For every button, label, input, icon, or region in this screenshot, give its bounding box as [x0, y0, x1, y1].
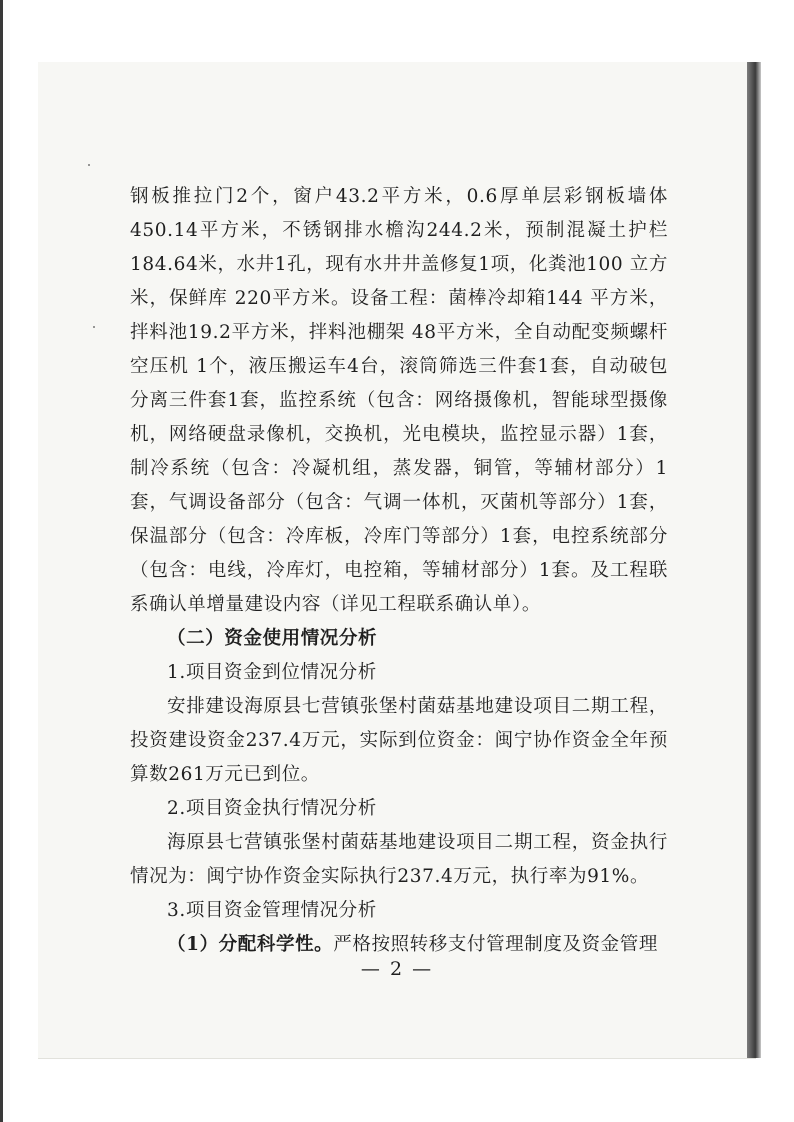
scan-speck — [88, 164, 90, 166]
subsection-heading-funds-arrival: 1.项目资金到位情况分析 — [167, 662, 377, 683]
allocation-text: 严格按照转移支付管理制度及资金管理 — [333, 934, 658, 955]
document-body — [130, 180, 668, 962]
funds-arrival-paragraph: 安排建设海原县七营镇张堡村菌菇基地建设项目二期工程，投资建设资金237.4万元，实际到位资金：闽宁协作资金全年预算数261万元已到位。 — [130, 696, 668, 785]
scan-left-edge — [0, 0, 3, 1122]
subsection-heading-funds-execution: 2.项目资金执行情况分析 — [167, 798, 377, 819]
subsection-heading-funds-management: 3.项目资金管理情况分析 — [167, 900, 377, 921]
section-heading: （二）资金使用情况分析 — [167, 628, 378, 649]
funds-execution-paragraph: 海原县七营镇张堡村菌菇基地建设项目二期工程，资金执行情况为：闽宁协作资金实际执行237.4万元，执行率为91%。 — [130, 832, 668, 887]
allocation-label: （1）分配科学性。 — [167, 934, 334, 955]
continuation-paragraph: 钢板推拉门2个，窗户43.2平方米，0.6厚单层彩钢板墙体450.14平方米，不锈钢排水檐沟244.2米，预制混凝土护栏184.64米，水井1孔，现有水井井盖修复1项，化粪池100 立方米，保鲜库 220平方米。设备工程：菌棒冷却箱144 平方米，拌料池19.2平方米，拌料池棚架 48平方米，全自动配变频螺杆空压机 1个，液压搬运车4台，滚筒筛选三件套1套，自动破包分离三件套1套，监控系统（包含：网络摄像机，智能球型摄像机，网络硬盘录像机，交换机，光电模块，监控显示器）1套，制冷系统（包含：冷凝机组，蒸发器，铜管，等辅材部分）1套，气调设备部分（包含：气调一体机，灭菌机等部分）1套，保温部分（包含：冷库板，冷库门等部分）1套，电控系统部分（包含：电线，冷库灯，电控箱，等辅材部分）1套。及工程联系确认单增量建设内容（详见工程联系确认单）。 — [130, 186, 668, 615]
scan-right-edge-shadow — [747, 62, 761, 1058]
allocation-paragraph — [130, 928, 668, 962]
scan-speck — [93, 326, 95, 328]
page-number: — 2 — — [360, 958, 434, 980]
